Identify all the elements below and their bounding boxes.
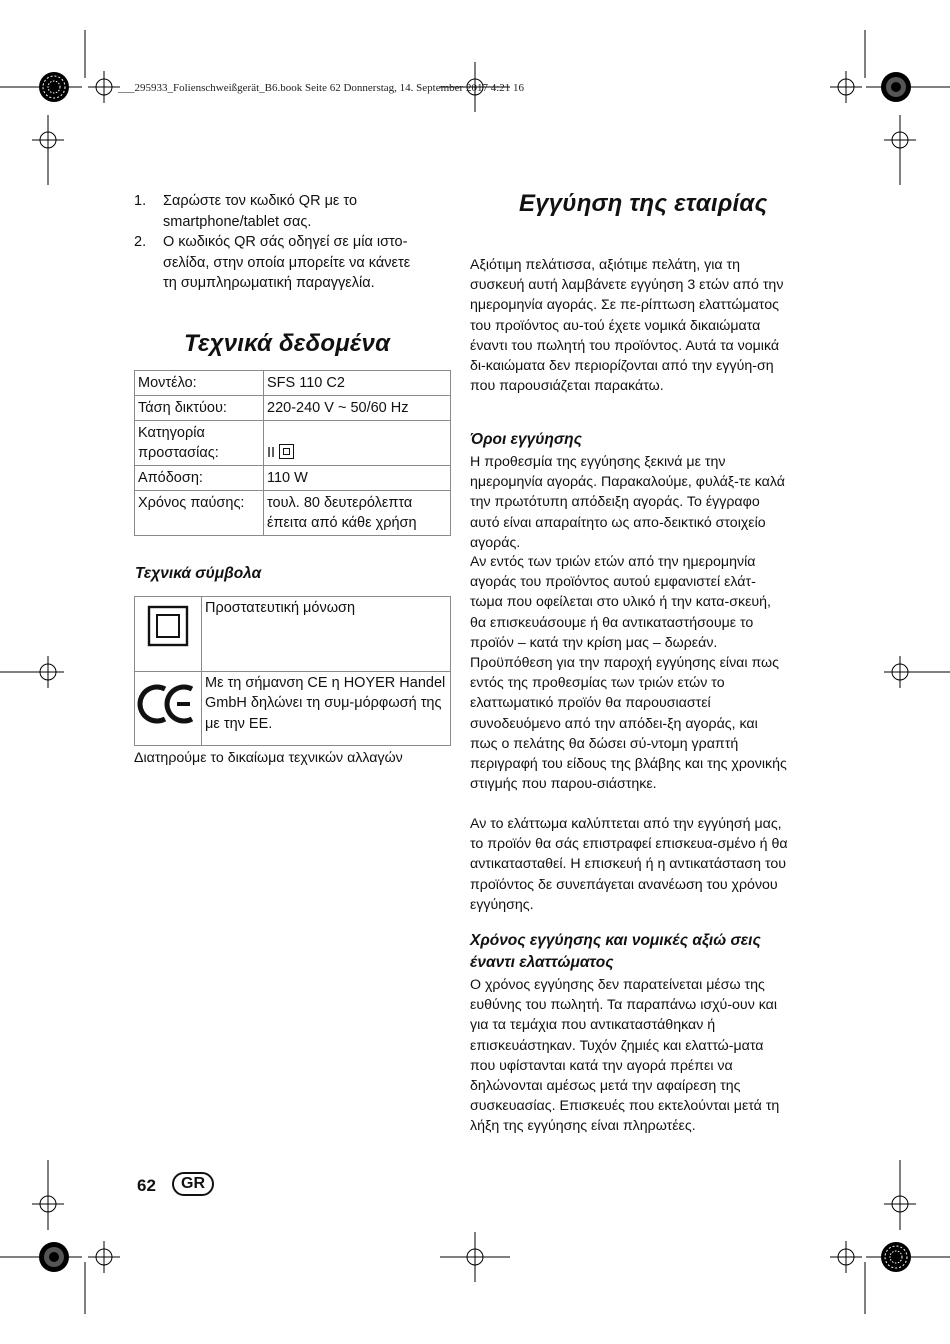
spec-label: Απόδοση: xyxy=(135,466,264,491)
spec-value: 110 W xyxy=(264,466,451,491)
table-row xyxy=(135,396,451,421)
warranty-intro: Αξιότιμη πελάτισσα, αξιότιμε πελάτη, για τη συσκευή αυτή λαμβάνετε εγγύηση 3 ετών από την ημερομηνία αγοράς. Σε πε-ρίπτωση ελαττώματος του προϊόντος αυ-τού έχετε νομικά δικαιώματα έναντι του πωλητή του προϊόντος. Αυτά τα νομικά δι-καιώματα δεν περιορίζονται από την εγγύη-ση που παρουσιάζεται παρακάτω. xyxy=(470,257,784,395)
warranty-heading: Εγγύηση της εταιρίας xyxy=(519,190,768,217)
step-text-line: τη συμπληρωματική παραγγελία. xyxy=(163,275,375,291)
tech-data-table xyxy=(134,370,451,536)
spec-label: Κατηγορία προστασίας: xyxy=(135,421,264,466)
table-row xyxy=(135,491,451,536)
double-insulation-icon xyxy=(135,597,201,664)
step-number: 2. xyxy=(134,234,147,250)
step-text-line: Ο κωδικός QR σάς οδηγεί σε μία ιστο- xyxy=(163,234,408,250)
step-number: 1. xyxy=(134,193,147,209)
page-number: 62 xyxy=(137,1176,156,1195)
symbol-description: Με τη σήμανση CE η HOYER Handel GmbH δηλώνει τη συμ-μόρφωσή της με την ΕΕ. xyxy=(202,671,451,746)
symbol-icon-cell xyxy=(135,671,202,746)
print-file-header: ___295933_Folienschweißgerät_B6.book Seite 62 Donnerstag, 14. September 2017 4:21 16 xyxy=(118,82,525,94)
warranty-terms-heading: Όροι εγγύησης xyxy=(470,431,582,448)
warranty-period-heading: Χρόνος εγγύησης και νομικές αξιώ σεις έναντι ελαττώματος xyxy=(470,932,761,971)
symbol-description: Προστατευτική μόνωση xyxy=(202,597,451,672)
step-text-line: σελίδα, στην οποία μπορείτε να κάνετε xyxy=(163,254,411,271)
table-row xyxy=(135,671,451,746)
spec-value: II xyxy=(267,445,276,461)
symbols-table xyxy=(134,596,451,746)
spec-label: Χρόνος παύσης: xyxy=(135,491,264,536)
qr-steps-list xyxy=(134,191,454,294)
ce-mark-icon xyxy=(135,672,201,739)
spec-label: Μοντέλο: xyxy=(135,371,264,396)
protection-class-ii-icon xyxy=(279,444,294,459)
spec-value: τουλ. 80 δευτερόλεπτα έπειτα από κάθε χρήση xyxy=(264,491,451,536)
table-row xyxy=(135,466,451,491)
step-text-line: Σαρώστε τον κωδικό QR με το xyxy=(163,193,358,209)
table-row xyxy=(135,421,451,466)
warranty-terms-paragraph: Αν εντός των τριών ετών από την ημερομηνία αγοράς του προϊόντος αυτού εμφανιστεί ελάτ-τωμα που οφείλεται στο υλικό ή την κατα-σκευή, θα επισκευάσουμε ή θα αντικαταστήσουμε το προϊόν – κατά την κρίση μας – δωρεάν. Προϋπόθεση για την παροχή εγγύησης είναι πως εντός της προθεσμίας των τριών ετών το ελαττωματικό προϊόν θα παρουσιαστεί συνοδευόμενο από την απόδει-ξη αγοράς, και πως ο πελάτης θα δώσει σύ-ντομη γραπτή περιγραφή του είδους της βλάβης και της χρονικής στιγμής που παρου-σιάστηκε. xyxy=(470,554,787,793)
tech-data-heading: Τεχνικά δεδομένα xyxy=(184,330,391,357)
technical-changes-note: Διατηρούμε το δικαίωμα τεχνικών αλλαγών xyxy=(134,750,403,766)
list-item xyxy=(134,232,454,294)
spec-value: SFS 110 C2 xyxy=(264,371,451,396)
table-row xyxy=(135,371,451,396)
table-row xyxy=(135,597,451,672)
list-item xyxy=(134,191,454,232)
spec-value: 220-240 V ~ 50/60 Hz xyxy=(264,396,451,421)
symbols-heading: Τεχνικά σύμβολα xyxy=(135,565,262,582)
spec-value-cell xyxy=(264,421,451,466)
spec-label: Τάση δικτύου: xyxy=(135,396,264,421)
language-badge: GR xyxy=(172,1172,214,1196)
warranty-terms-paragraph: Η προθεσμία της εγγύησης ξεκινά με την ημερομηνία αγοράς. Παρακαλούμε, φυλάξ-τε καλά την πρωτότυπη απόδειξη αγοράς. Το έγγραφο αυτό είναι απαραίτητο ως απο-δεικτικό στοιχείο αγοράς. xyxy=(470,454,785,551)
step-text-line: smartphone/tablet σας. xyxy=(163,213,312,230)
warranty-terms-paragraph: Αν το ελάττωμα καλύπτεται από την εγγύησή μας, το προϊόν θα σάς επιστραφεί επισκευα-σμένο ή θα αντικατασταθεί. Η επισκευή ή η αντικατάσταση του προϊόντος δε συνεπάγεται ανανέωση του χρόνου εγγύησης. xyxy=(470,816,788,913)
symbol-icon-cell xyxy=(135,597,202,672)
warranty-period-paragraph: Ο χρόνος εγγύησης δεν παρατείνεται μέσω της ευθύνης του πωλητή. Τα παραπάνω ισχύ-ουν και για τα τεμάχια που αντικαταστάθηκαν ή επισκευάστηκαν. Τυχόν ζημιές και ελαττώ-ματα που υφίστανται κατά την αγορά πρέπει να δηλώνονται αμέσως μετά την αφαίρεση της συσκευασίας. Επισκευές που εκτελούνται μετά τη λήξη της εγγύησης είναι πληρωτέες. xyxy=(470,977,780,1135)
